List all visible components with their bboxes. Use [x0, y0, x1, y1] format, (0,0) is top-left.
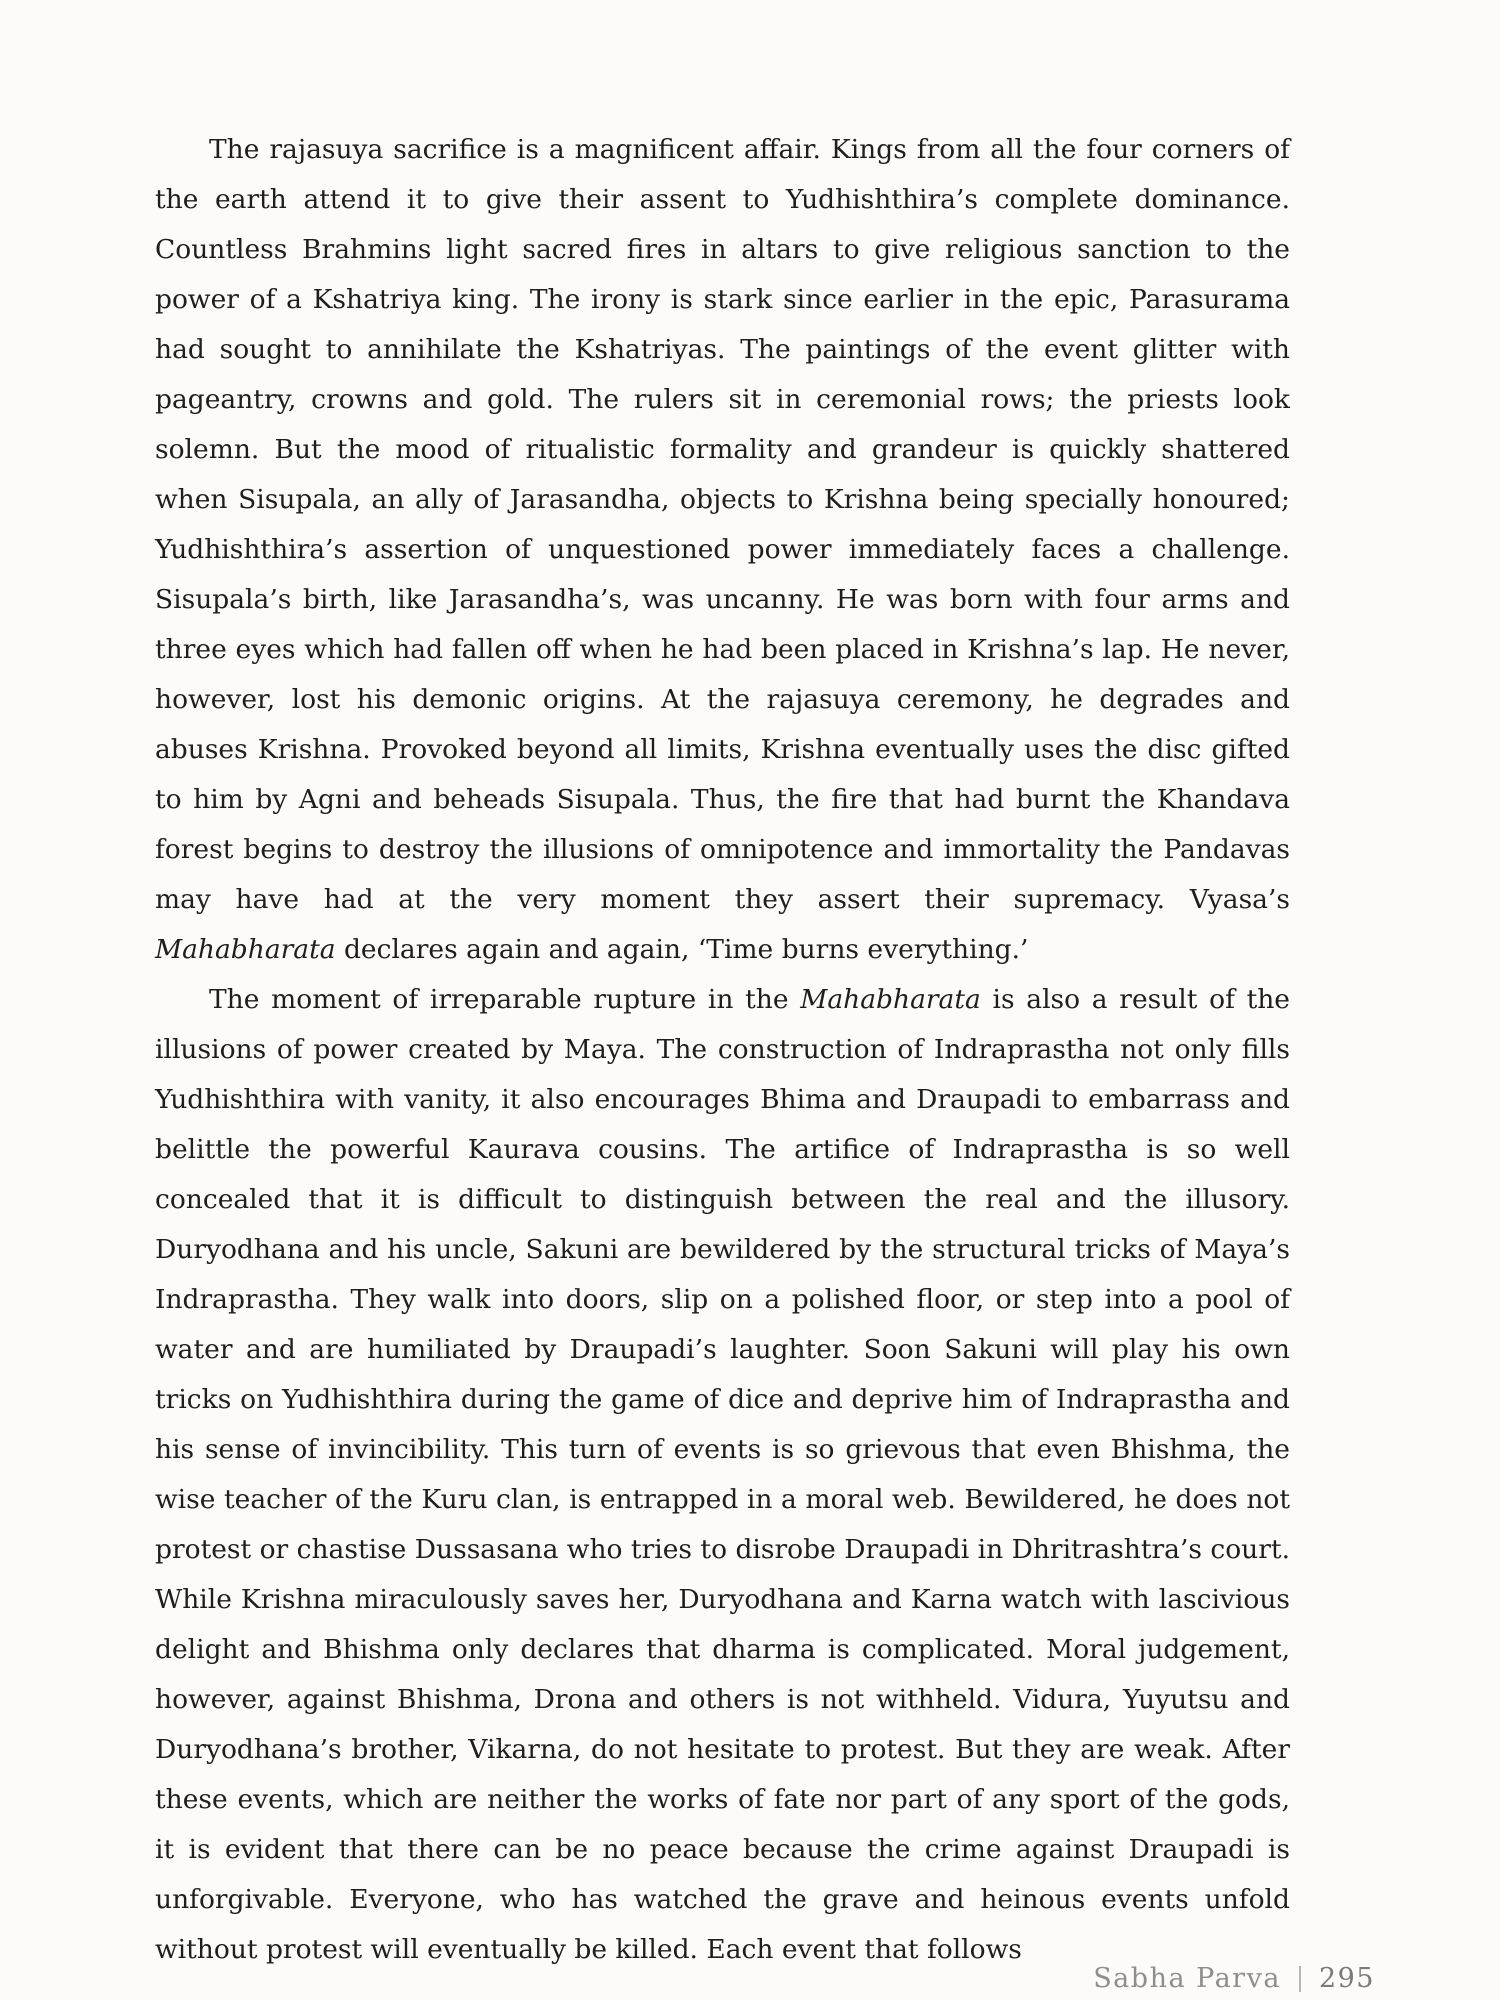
footer-divider [1299, 1966, 1301, 1992]
paragraph-2-italic-title: Mahabharata [800, 984, 981, 1015]
paragraph-1-text-end: declares again and again, ‘Time burns everything.’ [335, 934, 1029, 965]
paragraph-1-text: The rajasuya sacrifice is a magnificent affair. Kings from all the four corners of the earth attend it to give their assent to Yudhishthira’s complete dominance. Countless Brahmins light sacred fires in altars to give religious sanction to the power of a Kshatriya king. The irony is stark since earlier in the epic, Parasurama had sought to annihilate the Kshatriyas. The paintings of the event glitter with pageantry, crowns and gold. The rulers sit in ceremonial rows; the priests look solemn. But the mood of ritualistic formality and grandeur is quickly shattered when Sisupala, an ally of Jarasandha, objects to Krishna being specially honoured; Yudhishthira’s assertion of unquestioned power immediately faces a challenge. Sisupala’s birth, like Jarasandha’s, was uncanny. He was born with four arms and three eyes which had fallen off when he had been placed in Krishna’s lap. He never, however, lost his demonic origins. At the rajasuya ceremony, he degrades and abuses Krishna. Provoked beyond all limits, Krishna eventually uses the disc gifted to him by Agni and beheads Sisupala. Thus, the fire that had burnt the Khandava forest begins to destroy the illusions of omnipotence and immortality the Pandavas may have had at the very moment they assert their supremacy. Vyasa’s [155, 134, 1290, 915]
page-number: 295 [1318, 1963, 1375, 1994]
paragraph-1 [155, 125, 1290, 975]
paragraph-2-text-end: is also a result of the illusions of power created by Maya. The construction of Indraprastha not only fills Yudhishthira with vanity, it also encourages Bhima and Draupadi to embarrass and belittle the powerful Kaurava cousins. The artifice of Indraprastha is so well concealed that it is difficult to distinguish between the real and the illusory. Duryodhana and his uncle, Sakuni are bewildered by the structural tricks of Maya’s Indraprastha. They walk into doors, slip on a polished floor, or step into a pool of water and are humiliated by Draupadi’s laughter. Soon Sakuni will play his own tricks on Yudhishthira during the game of dice and deprive him of Indraprastha and his sense of invincibility. This turn of events is so grievous that even Bhishma, the wise teacher of the Kuru clan, is entrapped in a moral web. Bewildered, he does not protest or chastise Dussasana who tries to disrobe Draupadi in Dhritrashtra’s court. While Krishna miraculously saves her, Duryodhana and Karna watch with lascivious delight and Bhishma only declares that dharma is complicated. Moral judgement, however, against Bhishma, Drona and others is not withheld. Vidura, Yuyutsu and Duryodhana’s brother, Vikarna, do not hesitate to protest. But they are weak. After these events, which are neither the works of fate nor part of any sport of the gods, it is evident that there can be no peace because the crime against Draupadi is unforgivable. Everyone, who has watched the grave and heinous events unfold without protest will eventually be killed. Each event that follows [155, 984, 1290, 1965]
paragraph-2-text: The moment of irreparable rupture in the [209, 984, 801, 1015]
body-text [155, 125, 1290, 1975]
running-footer [1093, 1963, 1375, 1994]
section-title: Sabha Parva [1093, 1963, 1281, 1994]
paragraph-2 [155, 975, 1290, 1975]
paragraph-1-italic-title: Mahabharata [155, 934, 336, 965]
